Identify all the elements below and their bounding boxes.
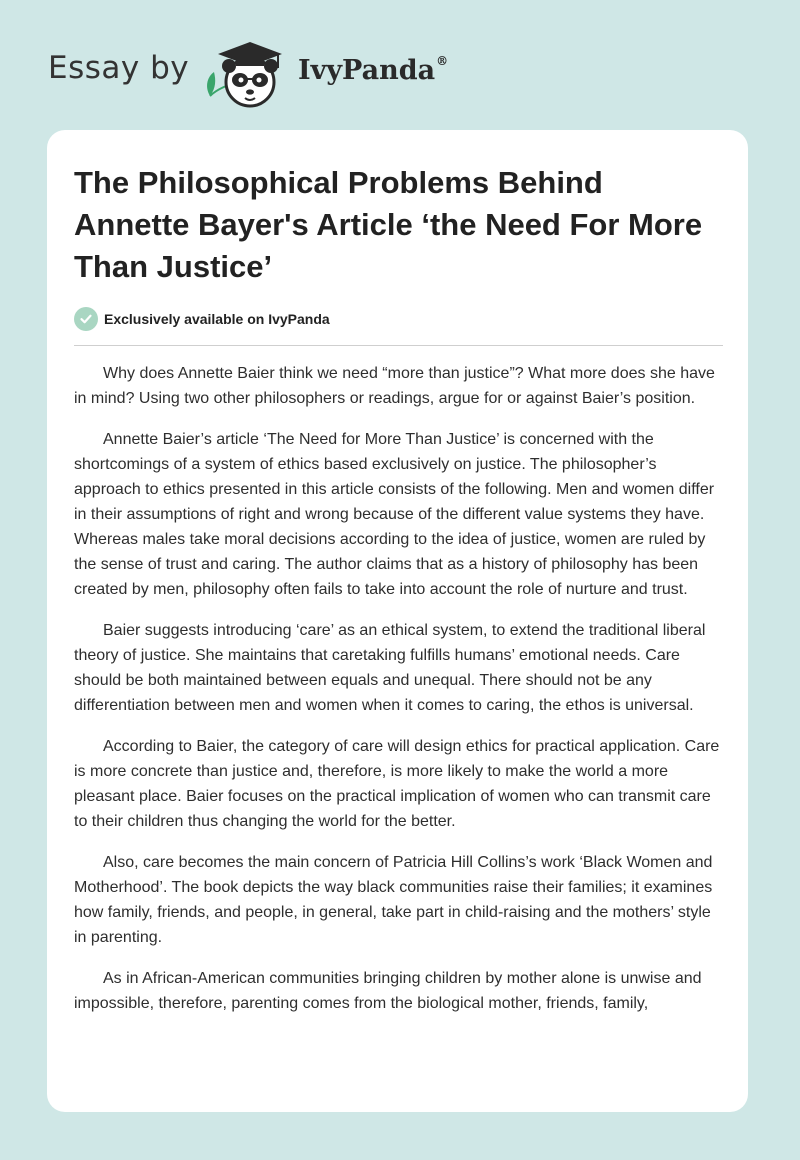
essay-body	[74, 361, 726, 1032]
divider	[74, 345, 723, 346]
site-header	[0, 0, 800, 130]
badge-label: Exclusively available on IvyPanda	[104, 311, 330, 327]
exclusive-badge	[74, 307, 330, 331]
check-circle-icon	[74, 307, 98, 331]
registered-mark: ®	[436, 54, 449, 68]
essay-paragraph: Also, care becomes the main concern of Patricia Hill Collins’s work ‘Black Women and Motherhood’. The book depicts the way black communities raise their families; it examines how family, friends, and people, in general, take part in child-raising and the mothers’ style in parenting.	[74, 854, 713, 946]
essay-by-label: Essay by	[48, 50, 190, 86]
essay-paragraph: As in African-American communities bringing children by mother alone is unwise and impossible, therefore, parenting comes from the biological mother, friends, family,	[74, 970, 702, 1012]
brand-text: IvyPanda	[298, 55, 436, 86]
essay-paragraph: Why does Annette Baier think we need “more than justice”? What more does she have in mind? Using two other philosophers or readings, argue for or against Baier’s position.	[74, 365, 715, 407]
essay-card	[47, 130, 748, 1112]
brand-name[interactable]	[298, 54, 448, 86]
essay-paragraph: Annette Baier’s article ‘The Need for More Than Justice’ is concerned with the shortcomings of a system of ethics based exclusively on justice. The philosopher’s approach to ethics presented in this article consists of the following. Men and women differ in their assumptions of right and wrong because of the different value systems they have. Whereas males take moral decisions according to the idea of justice, women are ruled by the sense of trust and caring. The author claims that as a history of philosophy has been created by men, philosophy often fails to take into account the role of nurture and trust.	[74, 431, 715, 598]
essay-paragraph: According to Baier, the category of care will design ethics for practical application. Care is more concrete than justice and, therefore, is more likely to make the world a more pleasant place. Baier focuses on the practical implication of women who can transmit care to their children thus changing the world for the better.	[74, 738, 720, 830]
essay-title: The Philosophical Problems Behind Annette Bayer's Article ‘the Need For More Than Justice’	[74, 165, 703, 284]
panda-logo-icon[interactable]	[200, 36, 296, 110]
essay-paragraph: Baier suggests introducing ‘care’ as an ethical system, to extend the traditional liberal theory of justice. She maintains that caretaking fulfills humans’ emotional needs. Care should be both maintained between equals and unequal. There should not be any differentiation between men and women when it comes to caring, the ethos is universal.	[74, 622, 706, 714]
